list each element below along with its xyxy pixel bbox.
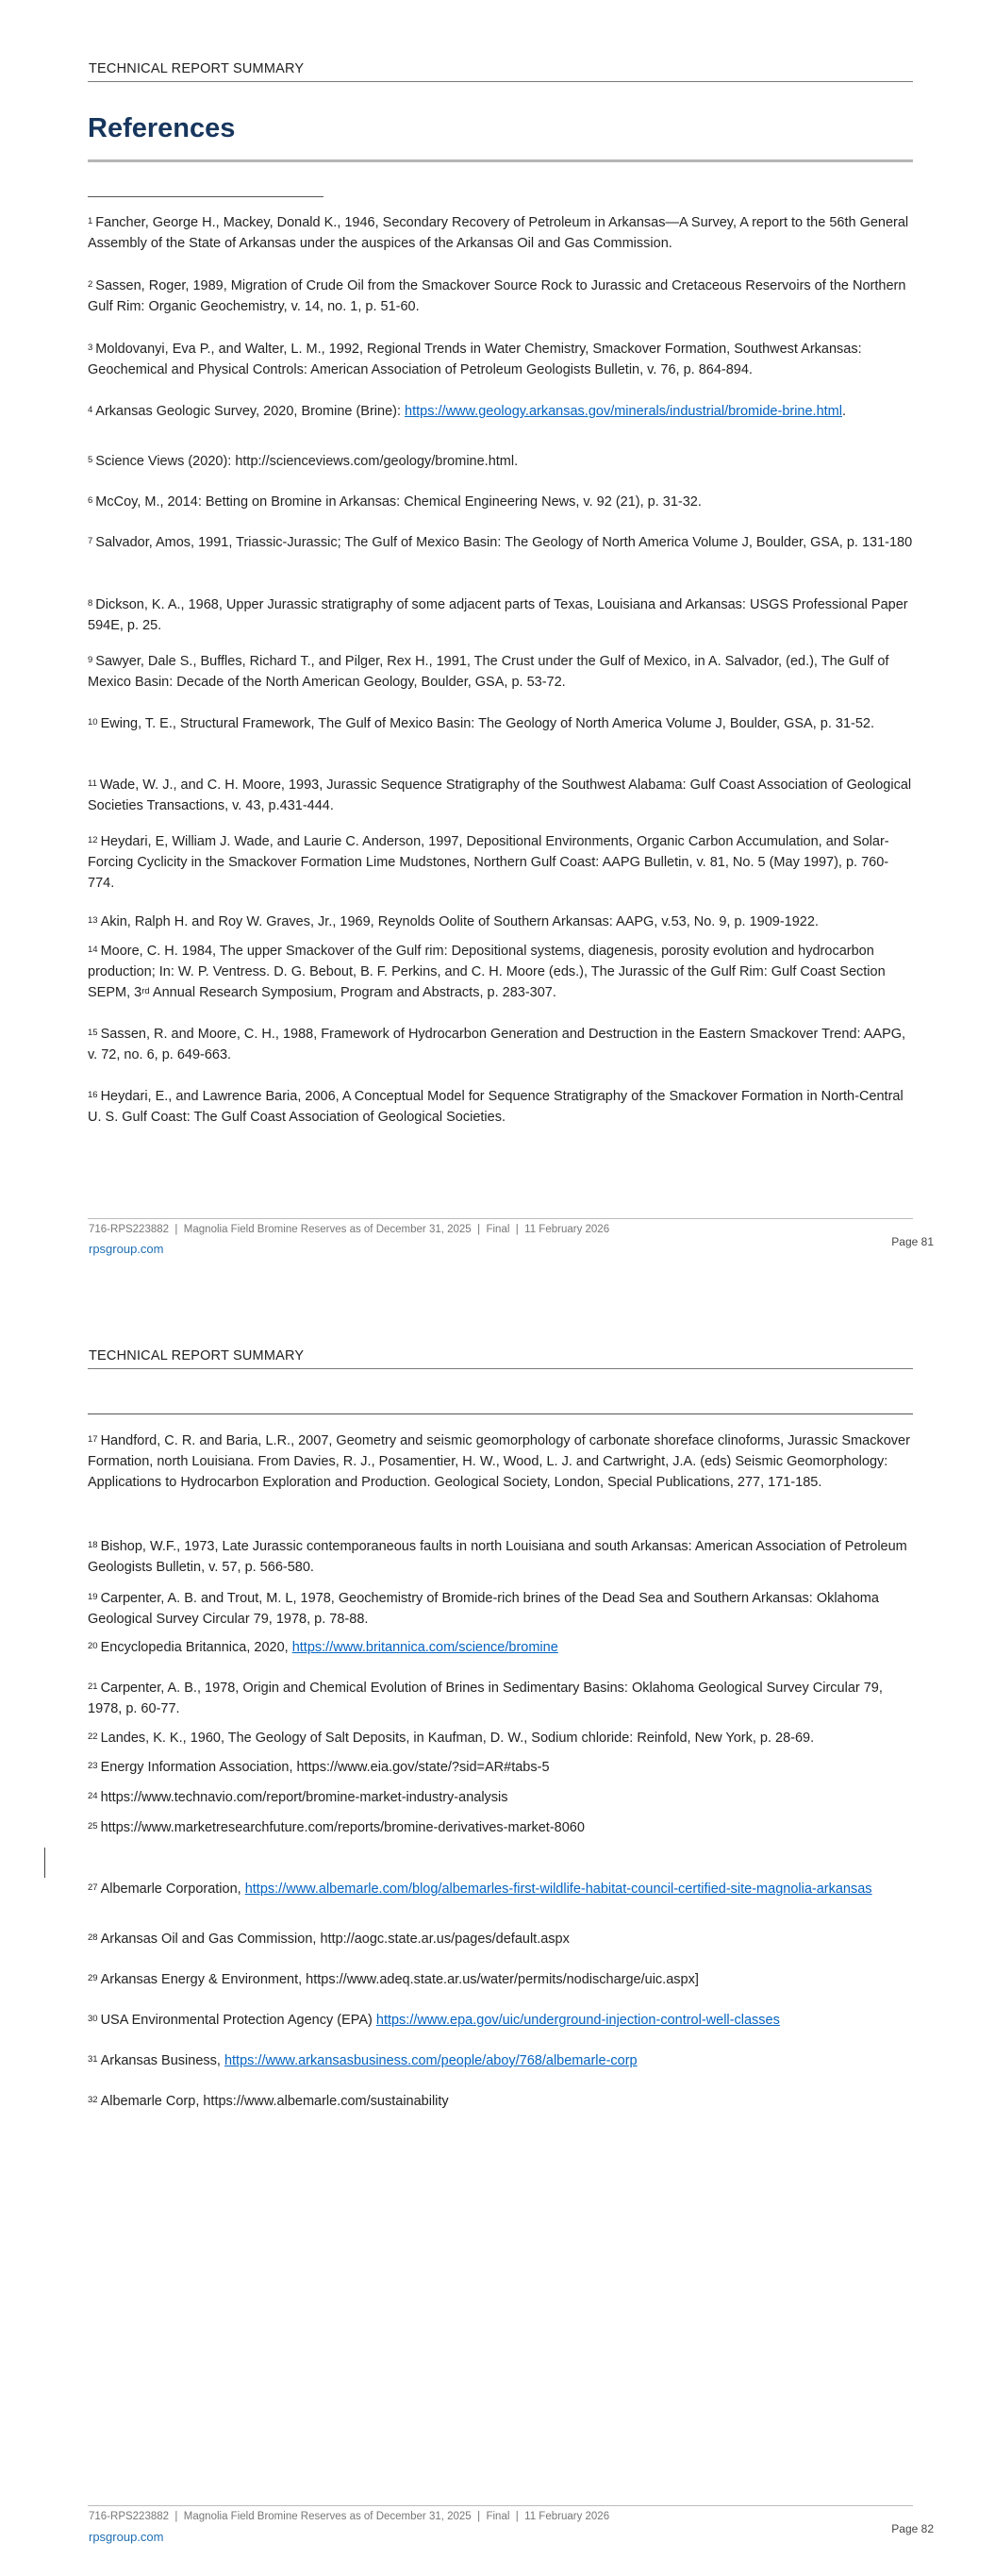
reference-item: $^{27}$ Albemarle Corporation, https://www.albemarle.com/blog/albemarles-first-wildlife-habitat-council-certified-site-magnolia-arkansas bbox=[88, 1882, 872, 1897]
reference-item: $^{20}$ Encyclopedia Britannica, 2020, https://www.britannica.com/science/bromine bbox=[88, 1640, 558, 1655]
reference-item: $^{19}$ Carpenter, A. B. and Trout, M. L, 1978, Geochemistry of Bromide-rich brines of the Dead Sea and Southern Arkansas: Oklahoma Geological Survey Circular 79, 1978, p. 78-88. bbox=[88, 1591, 879, 1627]
reference-item: $^{23}$ Energy Information Association, https://www.eia.gov/state/?sid=AR#tabs-5 bbox=[88, 1760, 550, 1775]
reference-item: $^{14}$ Moore, C. H. 1984, The upper Smackover of the Gulf rim: Depositional systems, diagenesis, porosity evolution and hydrocarbon production; In: W. P. Ventress. D. G. Bebout, B. F. Perkins, and C. H. Moore (eds.), The Jurassic of the Gulf Rim: Gulf Coast Section SEPM, 3rd Annual Research Symposium, Program and Abstracts, p. 283-307. bbox=[88, 944, 886, 1000]
reference-item: $^{17}$ Handford, C. R. and Baria, L.R., 2007, Geometry and seismic geomorphology of carbonate shoreface clinoforms, Jurassic Smackover Formation, north Louisiana. From Davies, R. J., Posamentier, H. W., Wood, L. J. and Cartwright, J.A. (eds) Seismic Geomorphology: Applications to Hydrocarbon Exploration and Production. Geological Society, London, Special Publications, 277, 171-185. bbox=[88, 1433, 910, 1490]
reference-item: $^{10}$ Ewing, T. E., Structural Framework, The Gulf of Mexico Basin: The Geology of North America Volume J, Boulder, GSA, p. 31-52. bbox=[88, 716, 875, 731]
reference-item: $^4$ Arkansas Geologic Survey, 2020, Bromine (Brine): https://www.geology.arkansas.gov/minerals/industrial/bromide-brine.html. bbox=[88, 404, 847, 419]
page-header: TECHNICAL REPORT SUMMARY bbox=[89, 1348, 305, 1363]
reference-item: $^{12}$ Heydari, E, William J. Wade, and Laurie C. Anderson, 1997, Depositional Environments, Organic Carbon Accumulation, and Solar-Forcing Cyclicity in the Smackover Formation Lime Mudstones, Northern Gulf Coast: AAPG Bulletin, v. 81, No. 5 (May 1997), p. 760-774. bbox=[88, 834, 889, 891]
page-number: Page 81 bbox=[891, 1235, 934, 1248]
reference-link[interactable]: https://www.geology.arkansas.gov/minerals/industrial/bromide-brine.html bbox=[405, 404, 842, 419]
reference-item: $^{28}$ Arkansas Oil and Gas Commission, http://aogc.state.ar.us/pages/default.aspx bbox=[88, 1932, 570, 1947]
reference-item: $^{15}$ Sassen, R. and Moore, C. H., 1988, Framework of Hydrocarbon Generation and Destruction in the Eastern Smackover Trend: AAPG, v. 72, no. 6, p. 649-663. bbox=[88, 1027, 906, 1062]
revision-bar bbox=[44, 1848, 45, 1878]
reference-item: $^{32}$ Albemarle Corp, https://www.albemarle.com/sustainability bbox=[88, 2094, 449, 2109]
reference-item: $^6$ McCoy, M., 2014: Betting on Bromine in Arkansas: Chemical Engineering News, v. 92 (21), p. 31-32. bbox=[88, 494, 702, 510]
footer-document-info: 716-RPS223882 | Magnolia Field Bromine Reserves as of December 31, 2025 | Final | 11 February 2026 bbox=[89, 2511, 610, 2522]
reference-item: $^{24}$ https://www.technavio.com/report/bromine-market-industry-analysis bbox=[88, 1790, 508, 1805]
reference-item: $^{29}$ Arkansas Energy & Environment, https://www.adeq.state.ar.us/water/permits/nodischarge/uic.aspx] bbox=[88, 1972, 699, 1987]
reference-item: $^{16}$ Heydari, E., and Lawrence Baria, 2006, A Conceptual Model for Sequence Stratigraphy of the Smackover Formation in North-Central U. S. Gulf Coast: The Gulf Coast Association of Geological Societies. bbox=[88, 1089, 904, 1125]
reference-item: $^{22}$ Landes, K. K., 1960, The Geology of Salt Deposits, in Kaufman, D. W., Sodium chloride: Reinfold, New York, p. 28-69. bbox=[88, 1731, 815, 1746]
reference-item: $^7$ Salvador, Amos, 1991, Triassic-Jurassic; The Gulf of Mexico Basin: The Geology of North America Volume J, Boulder, GSA, p. 131-180 bbox=[88, 535, 913, 550]
reference-item: $^{11}$ Wade, W. J., and C. H. Moore, 1993, Jurassic Sequence Stratigraphy of the Southwest Alabama: Gulf Coast Association of Geological Societies Transactions, v. 43, p.431-444. bbox=[88, 778, 912, 813]
reference-link[interactable]: https://www.arkansasbusiness.com/people/aboy/768/albemarle-corp bbox=[224, 2053, 638, 2068]
reference-item: $^{18}$ Bishop, W.F., 1973, Late Jurassic contemporaneous faults in north Louisiana and south Arkansas: American Association of Petroleum Geologists Bulletin, v. 57, p. 566-580. bbox=[88, 1539, 907, 1575]
reference-link[interactable]: https://www.epa.gov/uic/underground-injection-control-well-classes bbox=[375, 2013, 780, 2028]
header-divider bbox=[88, 1368, 913, 1369]
reference-item: $^2$ Sassen, Roger, 1989, Migration of Crude Oil from the Smackover Source Rock to Jurassic and Cretaceous Reservoirs of the Northern Gulf Rim: Organic Geochemistry, v. 14, no. 1, p. 51-60. bbox=[88, 278, 906, 314]
page-title: References bbox=[88, 113, 236, 143]
reference-item: $^9$ Sawyer, Dale S., Buffles, Richard T., and Pilger, Rex H., 1991, The Crust under the Gulf of Mexico, in A. Salvador, (ed.), The Gulf of Mexico Basin: Decade of the North American Geology, Boulder, GSA, p. 53-72. bbox=[88, 654, 889, 690]
footnote-separator bbox=[88, 196, 323, 197]
footer-divider bbox=[88, 1218, 913, 1219]
reference-item: $^{31}$ Arkansas Business, https://www.arkansasbusiness.com/people/aboy/768/albemarle-corp bbox=[88, 2053, 638, 2068]
footer-website-link[interactable]: rpsgroup.com bbox=[89, 1242, 164, 1256]
footer-website-link[interactable]: rpsgroup.com bbox=[89, 2530, 164, 2544]
reference-item: $^{30}$ USA Environmental Protection Agency (EPA) https://www.epa.gov/uic/underground-injection-control-well-classes bbox=[88, 2013, 780, 2028]
footer-document-info: 716-RPS223882 | Magnolia Field Bromine Reserves as of December 31, 2025 | Final | 11 February 2026 bbox=[89, 1224, 610, 1235]
title-divider bbox=[88, 159, 913, 162]
reference-item: $^1$ Fancher, George H., Mackey, Donald K., 1946, Secondary Recovery of Petroleum in Arkansas—A Survey, A report to the 56th General Assembly of the State of Arkansas under the auspices of the Arkansas Oil and Gas Commission. bbox=[88, 215, 909, 251]
report-page-82 bbox=[0, 1288, 995, 2576]
reference-item: $^{25}$ https://www.marketresearchfuture.com/reports/bromine-derivatives-market-8060 bbox=[88, 1820, 585, 1835]
header-divider bbox=[88, 81, 913, 82]
reference-link[interactable]: https://www.albemarle.com/blog/albemarles-first-wildlife-habitat-council-certified-site-magnolia-arkansas bbox=[244, 1882, 872, 1897]
page-number: Page 82 bbox=[891, 2522, 934, 2535]
reference-item: $^8$ Dickson, K. A., 1968, Upper Jurassic stratigraphy of some adjacent parts of Texas, Louisiana and Arkansas: USGS Professional Paper 594E, p. 25. bbox=[88, 597, 908, 633]
footnote-separator bbox=[88, 1413, 913, 1414]
page-header: TECHNICAL REPORT SUMMARY bbox=[89, 61, 305, 76]
reference-link[interactable]: https://www.britannica.com/science/bromine bbox=[291, 1640, 558, 1655]
reference-item: $^{21}$ Carpenter, A. B., 1978, Origin and Chemical Evolution of Brines in Sedimentary Basins: Oklahoma Geological Survey Circular 79, 1978, p. 60-77. bbox=[88, 1681, 883, 1716]
reference-item: $^{13}$ Akin, Ralph H. and Roy W. Graves, Jr., 1969, Reynolds Oolite of Southern Arkansas: AAPG, v.53, No. 9, p. 1909-1922. bbox=[88, 914, 819, 929]
reference-item: $^5$ Science Views (2020): http://scienceviews.com/geology/bromine.html. bbox=[88, 454, 519, 469]
reference-item: $^3$ Moldovanyi, Eva P., and Walter, L. M., 1992, Regional Trends in Water Chemistry, Smackover Formation, Southwest Arkansas: Geochemical and Physical Controls: American Association of Petroleum Geologists Bulletin, v. 76, p. 864-894. bbox=[88, 342, 862, 377]
footer-divider bbox=[88, 2505, 913, 2506]
